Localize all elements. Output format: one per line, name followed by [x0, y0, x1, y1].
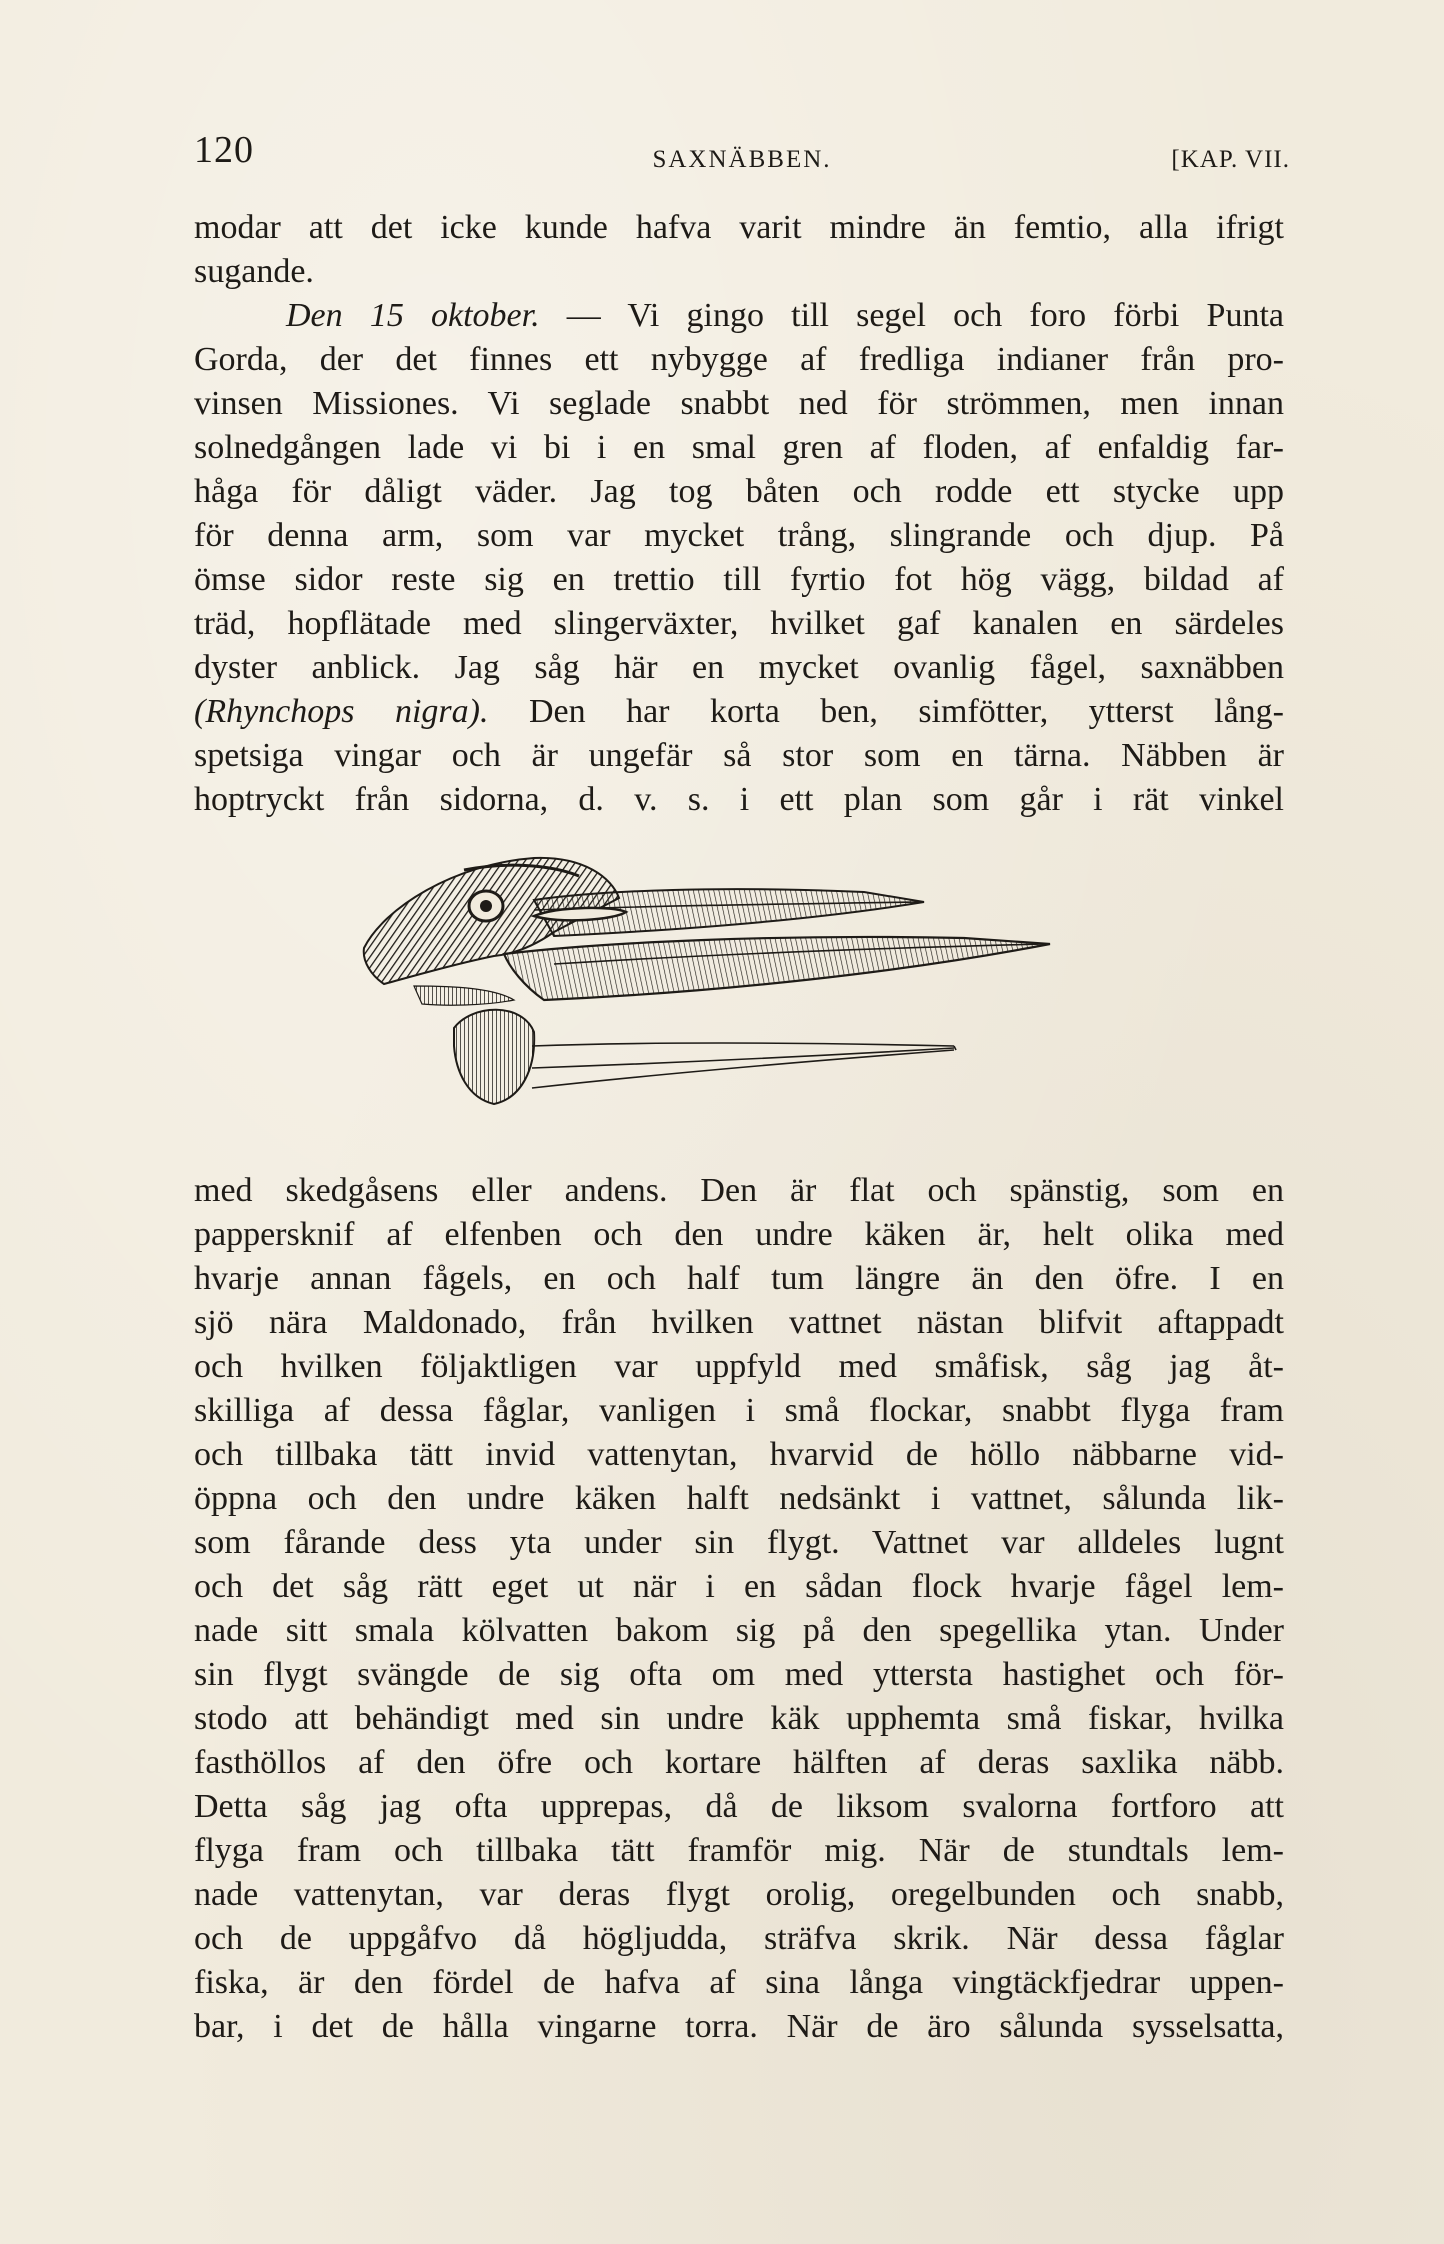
- text-line: hvarje annan fågels, en och half tum längre än den öfre. I en: [194, 1260, 1284, 1297]
- date-heading: Den 15 oktober.: [286, 297, 540, 334]
- text-line: hoptryckt från sidorna, d. v. s. i ett plan som går i rät vinkel: [194, 781, 1284, 818]
- text-line: sjö nära Maldonado, från hvilken vattnet nästan blifvit aftappadt: [194, 1304, 1284, 1341]
- running-title: SAXNÄBBEN.: [652, 146, 832, 173]
- text-line: sin flygt svängde de sig ofta om med yttersta hastighet och för-: [194, 1656, 1284, 1693]
- text-line: och det såg rätt eget ut när i en sådan flock hvarje fågel lem-: [194, 1568, 1284, 1605]
- text-line: modar att det icke kunde hafva varit mindre än femtio, alla ifrigt: [194, 209, 1284, 246]
- page-header: [194, 128, 1290, 178]
- text-line: pappersknif af elfenben och den undre käken är, helt olika med: [194, 1216, 1284, 1253]
- text-line: träd, hopflätade med slingerväxter, hvilket gaf kanalen en särdeles: [194, 605, 1284, 642]
- text-line: nade sitt smala kölvatten bakom sig på den spegellika ytan. Under: [194, 1612, 1284, 1649]
- text-line: för denna arm, som var mycket trång, slingrande och djup. På: [194, 517, 1284, 554]
- text-block-upper: [194, 206, 1284, 822]
- text-line: håga för dåligt väder. Jag tog båten och rodde ett stycke upp: [194, 473, 1284, 510]
- species-name: (Rhynchops nigra).: [194, 693, 489, 730]
- text-line: sugande.: [194, 253, 314, 290]
- text-line: Detta såg jag ofta upprepas, då de liksom svalorna fortforo att: [194, 1788, 1284, 1825]
- text-line: med skedgåsens eller andens. Den är flat och spänstig, som en: [194, 1172, 1284, 1209]
- text-line: spetsiga vingar och är ungefär så stor som en tärna. Näbben är: [194, 737, 1284, 774]
- text-line: (Rhynchops nigra). Den har korta ben, simfötter, ytterst lång-: [194, 693, 1284, 730]
- text-line: stodo att behändigt med sin undre käk upphemta små fiskar, hvilka: [194, 1700, 1284, 1737]
- text-line: bar, i det de hålla vingarne torra. När de äro sålunda sysselsatta,: [194, 2008, 1284, 2045]
- text-line: öppna och den undre käken halft nedsänkt i vattnet, sålunda lik-: [194, 1480, 1284, 1517]
- text-line: skilliga af dessa fåglar, vanligen i små flockar, snabbt flyga fram: [194, 1392, 1284, 1429]
- skimmer-beak-illustration: [344, 836, 1104, 1136]
- text-line: fiska, är den fördel de hafva af sina långa vingtäckfjedrar uppen-: [194, 1964, 1284, 2001]
- text-line: Den 15 oktober. — Vi gingo till segel och foro förbi Punta: [286, 297, 1284, 334]
- text-line: nade vattenytan, var deras flygt orolig, oregelbunden och snabb,: [194, 1876, 1284, 1913]
- text-line: och tillbaka tätt invid vattenytan, hvarvid de höllo näbbarne vid-: [194, 1436, 1284, 1473]
- text-block-lower: [194, 1169, 1284, 2049]
- text-line: Gorda, der det finnes ett nybygge af fredliga indianer från pro-: [194, 341, 1284, 378]
- text-line: solnedgången lade vi bi i en smal gren af floden, af enfaldig far-: [194, 429, 1284, 466]
- text-line: flyga fram och tillbaka tätt framför mig. När de stundtals lem-: [194, 1832, 1284, 1869]
- page-number: 120: [194, 129, 254, 171]
- text-line: fasthöllos af den öfre och kortare hälften af deras saxlika näbb.: [194, 1744, 1284, 1781]
- text-line: som fårande dess yta under sin flygt. Vattnet var alldeles lugnt: [194, 1524, 1284, 1561]
- text-line: ömse sidor reste sig en trettio till fyrtio fot hög vägg, bildad af: [194, 561, 1284, 598]
- text-line: och de uppgåfvo då högljudda, sträfva skrik. När dessa fåglar: [194, 1920, 1284, 1957]
- text-line: vinsen Missiones. Vi seglade snabbt ned för strömmen, men innan: [194, 385, 1284, 422]
- beak-cross-section: [454, 1010, 534, 1104]
- text-line: och hvilken följaktligen var uppfyld med småfisk, såg jag åt-: [194, 1348, 1284, 1385]
- text-line: dyster anblick. Jag såg här en mycket ovanlig fågel, saxnäbben: [194, 649, 1284, 686]
- chapter-reference: [KAP. VII.: [1171, 146, 1290, 173]
